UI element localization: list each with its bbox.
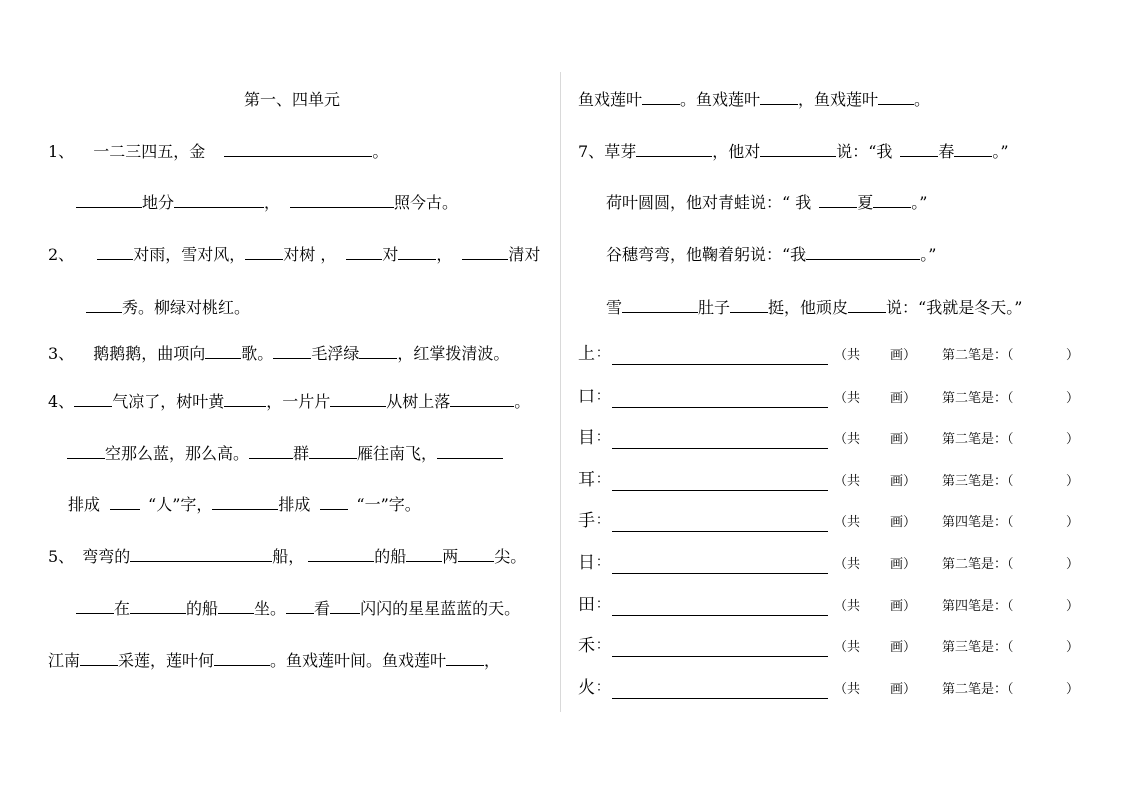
question-text: 地分: [142, 193, 175, 212]
stroke-colon: ：: [596, 346, 610, 361]
question-text: 群: [293, 444, 310, 463]
answer-blank[interactable]: [878, 89, 914, 105]
stroke-colon: ：: [596, 389, 610, 404]
stroke-character: 田: [578, 595, 595, 615]
question-text: 鹅鹅鹅，曲项向: [93, 344, 206, 363]
question-text: 的船: [186, 599, 219, 618]
question-text: 肚子: [698, 298, 731, 317]
stroke-count-close: 画）: [890, 682, 917, 697]
stroke-order-blank[interactable]: [612, 407, 828, 408]
answer-blank[interactable]: [290, 192, 394, 208]
question-text: 船，: [272, 547, 305, 566]
stroke-count-close: 画）: [890, 474, 917, 489]
question-text: 。”: [992, 142, 1009, 161]
question-text: 春: [938, 142, 955, 161]
answer-blank[interactable]: [806, 244, 920, 260]
question-text: 。: [372, 142, 389, 161]
question-2-line-2: [86, 297, 250, 319]
stroke-count-open: （共: [834, 474, 861, 489]
stroke-count-close: 画）: [890, 599, 917, 614]
stroke-which-close: ）: [1066, 348, 1080, 363]
question-number: 1、: [48, 142, 75, 161]
stroke-count-close: 画）: [890, 640, 917, 655]
stroke-colon: ：: [596, 513, 610, 528]
stroke-character: 口: [578, 387, 595, 407]
question-number: 2、: [48, 245, 75, 264]
question-number: 4、: [48, 392, 75, 411]
question-text: 。鱼戏莲叶: [680, 90, 761, 109]
question-text: 在: [114, 599, 131, 618]
question-text: 对雨，雪对风，: [133, 245, 246, 264]
answer-blank[interactable]: [622, 297, 698, 313]
stroke-count-close: 画）: [890, 515, 917, 530]
question-text: 弯弯的: [82, 547, 131, 566]
answer-blank[interactable]: [346, 244, 382, 260]
stroke-row: [0, 677, 1122, 701]
question-text: 夏: [857, 193, 874, 212]
answer-blank[interactable]: [76, 192, 142, 208]
question-text: 歌。: [241, 344, 274, 363]
stroke-order-blank[interactable]: [612, 531, 828, 532]
stroke-order-blank[interactable]: [612, 573, 828, 574]
stroke-colon: ：: [596, 638, 610, 653]
stroke-row: [0, 386, 1122, 410]
question-text: 从树上落: [386, 392, 451, 411]
question-7-line-4: [606, 297, 1022, 319]
question-text: 毛浮绿: [311, 344, 360, 363]
answer-blank[interactable]: [462, 244, 508, 260]
stroke-which-label: 第三笔是：（: [942, 474, 1014, 489]
stroke-order-blank[interactable]: [612, 448, 828, 449]
question-text: 雁往南飞，: [357, 444, 438, 463]
question-7-line-3: [606, 244, 936, 266]
stroke-character: 火: [578, 678, 595, 698]
answer-blank[interactable]: [730, 297, 768, 313]
stroke-count-close: 画）: [890, 348, 917, 363]
question-text: ，: [264, 193, 281, 212]
stroke-which-label: 第三笔是：（: [942, 640, 1014, 655]
stroke-order-blank[interactable]: [612, 364, 828, 365]
question-text: 秀。柳绿对桃红。: [122, 298, 251, 317]
question-text: 挺，他顽皮: [768, 298, 849, 317]
answer-blank[interactable]: [224, 141, 372, 157]
answer-blank[interactable]: [320, 494, 348, 510]
question-text: “人”字，: [148, 495, 213, 514]
question-number: 5、: [48, 547, 75, 566]
answer-blank[interactable]: [760, 141, 836, 157]
question-2: [48, 244, 540, 266]
stroke-row: [0, 510, 1122, 534]
stroke-which-label: 第二笔是：（: [942, 432, 1014, 447]
question-text: 照今古。: [394, 193, 459, 212]
stroke-order-blank[interactable]: [612, 615, 828, 616]
stroke-order-blank[interactable]: [612, 656, 828, 657]
stroke-count-open: （共: [834, 682, 861, 697]
question-text: ，鱼戏莲叶: [798, 90, 879, 109]
question-text: 尖。: [494, 547, 527, 566]
question-text: ，红掌拨清波。: [397, 344, 510, 363]
question-number: 3、: [48, 344, 75, 363]
question-text: 。”: [911, 193, 928, 212]
question-7-line-2: [606, 192, 927, 214]
answer-blank[interactable]: [760, 89, 798, 105]
stroke-count-close: 画）: [890, 557, 917, 572]
page-title: 第一、四单元: [244, 90, 341, 109]
question-1-line-2: [76, 192, 458, 214]
question-text: 空那么蓝，那么高。: [105, 444, 250, 463]
question-text: 两: [442, 547, 459, 566]
question-text: 排成: [68, 495, 101, 514]
stroke-character: 上: [578, 344, 595, 364]
answer-blank[interactable]: [212, 494, 278, 510]
stroke-row: [0, 635, 1122, 659]
stroke-which-close: ）: [1066, 599, 1080, 614]
stroke-which-label: 第二笔是：（: [942, 557, 1014, 572]
answer-blank[interactable]: [900, 141, 938, 157]
stroke-count-open: （共: [834, 348, 861, 363]
stroke-which-label: 第二笔是：（: [942, 348, 1014, 363]
stroke-which-label: 第二笔是：（: [942, 682, 1014, 697]
stroke-which-label: 第二笔是：（: [942, 391, 1014, 406]
question-text: “一”字。: [356, 495, 421, 514]
stroke-which-close: ）: [1066, 474, 1080, 489]
question-text: 的船: [374, 547, 407, 566]
stroke-character: 日: [578, 553, 595, 573]
answer-blank[interactable]: [819, 192, 857, 208]
question-text: 。鱼戏莲叶间。鱼戏莲叶: [270, 651, 447, 670]
stroke-which-close: ）: [1066, 682, 1080, 697]
stroke-count-open: （共: [834, 432, 861, 447]
question-number: 7、: [578, 142, 605, 161]
answer-blank[interactable]: [110, 494, 140, 510]
stroke-count-close: 画）: [890, 432, 917, 447]
stroke-which-close: ）: [1066, 432, 1080, 447]
question-text: 一二三四五，金: [93, 142, 206, 161]
stroke-row: [0, 427, 1122, 451]
stroke-order-blank[interactable]: [612, 698, 828, 699]
question-text: 闪闪的星星蓝蓝的天。: [360, 599, 521, 618]
question-text: 。”: [920, 245, 937, 264]
answer-blank[interactable]: [636, 141, 712, 157]
stroke-which-close: ）: [1066, 557, 1080, 572]
question-6-continued: [578, 89, 930, 111]
stroke-count-open: （共: [834, 391, 861, 406]
answer-blank[interactable]: [398, 244, 436, 260]
stroke-row: [0, 469, 1122, 493]
question-text: 采莲，莲叶何: [118, 651, 215, 670]
answer-blank[interactable]: [873, 192, 911, 208]
stroke-row: [0, 343, 1122, 367]
question-text: 对树 ，: [283, 245, 337, 264]
answer-blank[interactable]: [86, 297, 122, 313]
question-text: 坐。: [254, 599, 287, 618]
answer-blank[interactable]: [642, 89, 680, 105]
stroke-colon: ：: [596, 555, 610, 570]
question-text: ，一片片: [266, 392, 331, 411]
stroke-order-blank[interactable]: [612, 490, 828, 491]
stroke-which-label: 第四笔是：（: [942, 599, 1014, 614]
question-text: 江南: [48, 651, 81, 670]
stroke-character: 手: [578, 511, 595, 531]
stroke-count-open: （共: [834, 557, 861, 572]
stroke-count-open: （共: [834, 515, 861, 530]
question-text: 看: [314, 599, 331, 618]
question-text: 说：“我: [836, 142, 893, 161]
answer-blank[interactable]: [245, 244, 283, 260]
question-text: 荷叶圆圆，他对青蛙说：“ 我: [606, 193, 812, 212]
stroke-count-open: （共: [834, 599, 861, 614]
stroke-which-label: 第四笔是：（: [942, 515, 1014, 530]
question-text: 气凉了，树叶黄: [112, 392, 225, 411]
question-1: [48, 141, 388, 163]
question-text: 对: [382, 245, 399, 264]
stroke-character: 禾: [578, 636, 595, 656]
stroke-row: [0, 552, 1122, 576]
stroke-colon: ：: [596, 472, 610, 487]
stroke-colon: ：: [596, 597, 610, 612]
stroke-which-close: ）: [1066, 640, 1080, 655]
stroke-count-close: 画）: [890, 391, 917, 406]
answer-blank[interactable]: [848, 297, 886, 313]
answer-blank[interactable]: [174, 192, 264, 208]
stroke-character: 耳: [578, 470, 595, 490]
question-text: 鱼戏莲叶: [578, 90, 643, 109]
stroke-character: 目: [578, 428, 595, 448]
stroke-colon: ：: [596, 430, 610, 445]
stroke-count-open: （共: [834, 640, 861, 655]
question-text: ，: [484, 651, 501, 670]
stroke-which-close: ）: [1066, 515, 1080, 530]
question-text: 排成: [278, 495, 311, 514]
question-text: 谷穗弯弯，他鞠着躬说：“我: [606, 245, 807, 264]
stroke-colon: ：: [596, 680, 610, 695]
answer-blank[interactable]: [954, 141, 992, 157]
question-text: ，: [436, 245, 453, 264]
question-text: 。: [914, 90, 931, 109]
stroke-which-close: ）: [1066, 391, 1080, 406]
question-text: 清对: [508, 245, 541, 264]
question-text: 草芽: [604, 142, 637, 161]
question-text: 。: [514, 392, 531, 411]
question-text: 雪: [606, 298, 623, 317]
question-7: [578, 141, 1009, 163]
answer-blank[interactable]: [97, 244, 133, 260]
question-text: ，他对: [712, 142, 761, 161]
stroke-row: [0, 594, 1122, 618]
question-text: 说：“我就是冬天。”: [886, 298, 1023, 317]
